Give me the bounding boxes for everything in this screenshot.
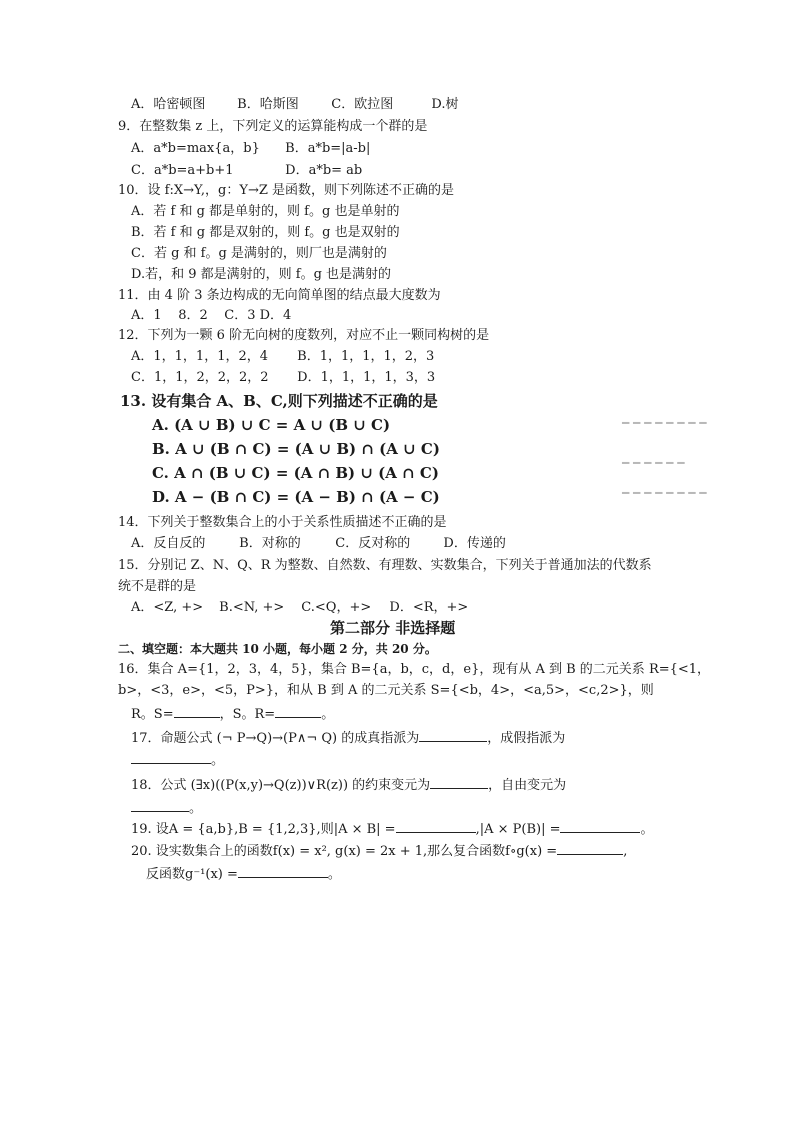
q10-option-c: C．若 g 和 f。g 是满射的，则厂也是满射的 [131,246,387,261]
q14-stem: 14．下列关于整数集合上的小于关系性质描述不正确的是 [118,515,447,530]
q9-option-b: B．a*b=|a-b| [285,141,371,156]
q20-end: 。 [327,867,341,882]
q13-option-a: A. (A ∪ B) ∪ C = A ∪ (B ∪ C) [152,416,391,434]
q10-stem: 10．设 f:X→Y,，g：Y→Z 是函数，则下列陈述不正确的是 [118,183,455,198]
q16-rs-label: R。S= [131,707,174,722]
q12-option-a: A．1，1，1，1，2，4 [131,349,269,364]
q20-line1-end: , [623,844,628,859]
q16-sr-label: ，S。R= [219,707,276,722]
q9-options-row2 [131,162,362,180]
q11-stem: 11．由 4 阶 3 条边构成的无向简单图的结点最大度数为 [118,288,441,303]
q9-option-d: D．a*b= ab [285,163,363,178]
q18-line1 [131,774,566,795]
q8-option-b: B．哈斯图 [237,97,299,112]
bleed-through-text: ━ ━ ━ ━ ━ ━ ━ ━ [622,486,707,500]
q9-option-c: C．a*b=a+b+1 [131,163,234,178]
q11-options: A．1 8．2 C．3 D．4 [131,308,292,323]
q16-line2: b>，<3，e>，<5，P>}，和从 B 到 A 的二元关系 S={<b，4>，<a,5>，<c,2>}，则 [118,683,654,698]
q20-inverse-label: 反函数g⁻¹(x) = [146,867,238,882]
q15-options [131,599,468,617]
q16-line3 [131,703,334,724]
q8-option-d: D.树 [431,97,459,112]
q19-axb-blank[interactable] [396,818,476,833]
q14-options [131,535,506,553]
q10-option-b: B．若 f 和 g 都是双射的，则 f。g 也是双射的 [131,225,400,240]
q8-option-c: C．欧拉图 [331,97,394,112]
q9-options-row1 [131,140,370,158]
q19-axb-label: 19. 设A = {a,b},B = {1,2,3},则|A × B| = [131,822,396,837]
q19-line [131,818,654,839]
q12-stem: 12．下列为一颗 6 阶无向树的度数列，对应不止一颗同构树的是 [118,328,490,343]
q20-composite-label: 20. 设实数集合上的函数f(x) = x², g(x) = 2x + 1,那么复合函数f∘g(x) = [131,844,558,859]
q9-option-a: A．a*b=max{a，b} [131,141,260,156]
q17-line2 [131,749,224,770]
q18-free-label: ，自由变元为 [488,778,567,793]
q15-option-b: B.<N, +> [219,600,285,615]
q13-option-c: C. A ∩ (B ∪ C) = (A ∩ B) ∪ (A ∩ C) [152,464,439,482]
q10-option-d: D.若，和 9 都是满射的，则 f。g 也是满射的 [131,267,392,282]
q20-inverse-blank[interactable] [238,863,328,878]
q14-option-c: C．反对称的 [335,536,411,551]
q14-option-d: D．传递的 [443,536,506,551]
q13-option-b: B. A ∪ (B ∩ C) = (A ∪ B) ∩ (A ∪ C) [152,440,440,458]
q9-stem: 9．在整数集 z 上，下列定义的运算能构成一个群的是 [118,119,428,134]
q15-option-a: A．<Z, +> [131,600,204,615]
q20-composite-blank[interactable] [557,840,623,855]
q17-line1 [131,727,565,748]
q16-rs-blank[interactable] [174,703,220,718]
q18-bound-label: 18．公式 (∃x)((P(x,y)→Q(z))∨R(z)) 的约束变元为 [131,778,431,793]
q17-end: 。 [211,753,225,768]
q20-line1 [131,840,627,861]
q8-options [131,96,459,114]
q14-option-a: A．反自反的 [131,536,206,551]
q16-sr-blank[interactable] [275,703,321,718]
q17-false-blank[interactable] [131,749,211,764]
q10-option-a: A．若 f 和 g 都是单射的，则 f。g 也是单射的 [131,204,400,219]
q15-option-d: D．<R，+> [389,600,469,615]
bleed-through-text: ━ ━ ━ ━ ━ ━ [622,456,685,470]
q12-options-row1 [131,348,434,366]
q19-axpb-blank[interactable] [560,818,640,833]
q20-line2 [146,863,341,884]
q16-line1: 16．集合 A={1，2，3，4，5}，集合 B={a，b，c，d，e}，现有从 A 到 B 的二元关系 R={<1， [118,662,711,677]
q19-axpb-label: ,|A × P(B)| = [475,822,561,837]
q18-line2 [131,797,202,818]
q12-option-c: C．1，1，2，2，2，2 [131,370,269,385]
q15-stem-line1: 15．分别记 Z、N、Q、R 为整数、自然数、有理数、实数集合，下列关于普通加法的代数系 [118,558,652,573]
q13-stem: 13. 设有集合 A、B、C,则下列描述不正确的是 [120,392,438,410]
q19-end: 。 [640,822,654,837]
q17-false-label: ，成假指派为 [487,731,566,746]
q12-options-row2 [131,369,435,387]
q16-end: 。 [321,707,335,722]
q18-bound-blank[interactable] [430,774,488,789]
q18-end: 。 [189,801,203,816]
q18-free-blank[interactable] [131,797,189,812]
bleed-through-text: ━ ━ ━ ━ ━ ━ ━ ━ [622,416,707,430]
q13-option-d: D. A − (B ∩ C) = (A − B) ∩ (A − C) [152,488,440,506]
q15-option-c: C.<Q，+> [301,600,372,615]
q15-stem-line2: 统不是群的是 [118,579,197,594]
q12-option-d: D．1，1，1，1，3，3 [297,370,436,385]
q17-true-label: 17．命题公式 (¬ P→Q)→(P∧¬ Q) 的成真指派为 [131,731,420,746]
section2-header: 二、填空题：本大题共 10 小题，每小题 2 分，共 20 分。 [118,642,437,656]
q8-option-a: A．哈密顿图 [131,97,206,112]
part2-title: 第二部分 非选择题 [330,619,456,637]
q14-option-b: B．对称的 [239,536,301,551]
q17-true-blank[interactable] [419,727,487,742]
q12-option-b: B．1，1，1，1，2，3 [297,349,435,364]
